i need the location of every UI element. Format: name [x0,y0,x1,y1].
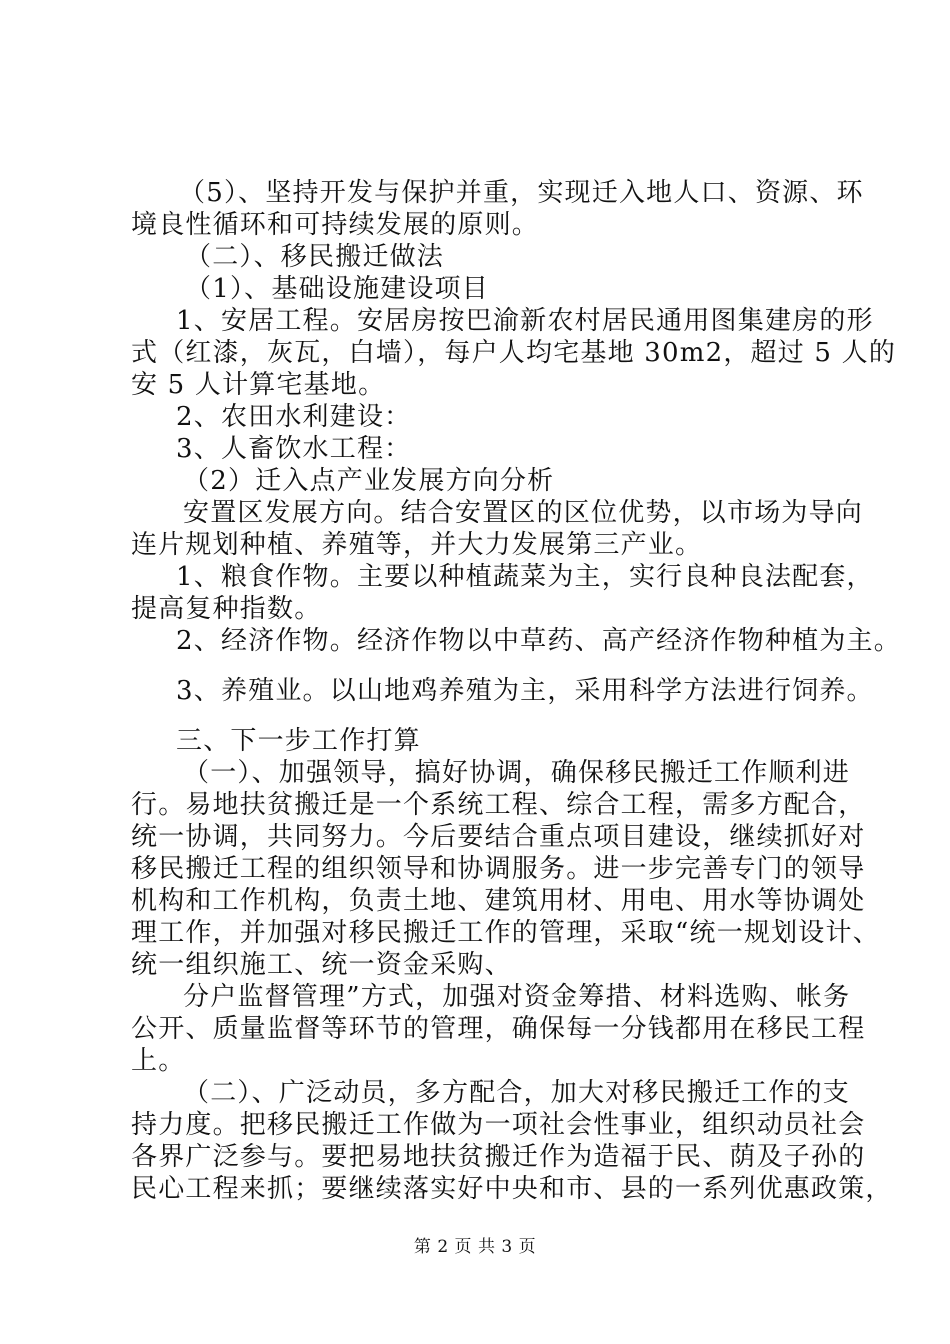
text-line: 提高复种指数。 [131,594,322,624]
text-line: 公开、质量监督等环节的管理，确保每一分钱都用在移民工程 [131,1014,866,1044]
text-line: （5）、坚持开发与保护并重，实现迁入地人口、资源、环 [179,178,864,208]
text-line: 移民搬迁工程的组织领导和协调服务。进一步完善专门的领导 [131,854,866,884]
subsection-heading: （2）迁入点产业发展方向分析 [183,466,555,496]
section-heading: （二）、移民搬迁做法 [185,242,445,272]
text-line: 境良性循环和可持续发展的原则。 [131,210,540,240]
text-line: 安 5 人计算宅基地。 [131,370,386,400]
text-line: 民心工程来抓；要继续落实好中央和市、县的一系列优惠政策， [131,1174,893,1204]
text-line: 持力度。把移民搬迁工作做为一项社会性事业，组织动员社会 [131,1110,866,1140]
text-line: 安置区发展方向。结合安置区的区位优势，以市场为导向 [183,498,864,528]
text-line: 2、农田水利建设： [176,402,412,432]
text-line: 各界广泛参与。要把易地扶贫搬迁作为造福于民、荫及子孙的 [131,1142,866,1172]
section-heading: 三、下一步工作打算 [176,726,421,756]
text-line: 1、粮食作物。主要以种植蔬菜为主，实行良种良法配套， [176,562,874,592]
text-line: 2、经济作物。经济作物以中草药、高产经济作物种植为主。 [176,626,901,656]
text-line: 3、养殖业。以山地鸡养殖为主，采用科学方法进行饲养。 [176,676,874,706]
text-line: （二）、广泛动员，多方配合，加大对移民搬迁工作的支 [183,1078,851,1108]
text-line: 统一协调，共同努力。今后要结合重点项目建设，继续抓好对 [131,822,866,852]
text-line: 统一组织施工、统一资金采购、 [131,950,512,980]
text-line: （一）、加强领导，搞好协调，确保移民搬迁工作顺利进 [183,758,851,788]
text-line: 行。易地扶贫搬迁是一个系统工程、综合工程，需多方配合， [131,790,866,820]
page-number: 第 2 页 共 3 页 [413,1237,537,1257]
text-line: 连片规划种植、养殖等，并大力发展第三产业。 [131,530,703,560]
text-line: 式（红漆，灰瓦，白墙），每户人均宅基地 30m2，超过 5 人的 [131,338,897,368]
text-line: 上。 [131,1046,186,1076]
text-line: 理工作，并加强对移民搬迁工作的管理，采取“统一规划设计、 [131,918,880,948]
text-line: 分户监督管理”方式，加强对资金筹措、材料选购、帐务 [183,982,851,1012]
text-line: 机构和工作机构，负责土地、建筑用材、用电、用水等协调处 [131,886,866,916]
text-line: 3、人畜饮水工程： [176,434,412,464]
subsection-heading: （1）、基础设施建设项目 [185,274,489,304]
text-line: 1、安居工程。安居房按巴渝新农村居民通用图集建房的形 [176,306,874,336]
